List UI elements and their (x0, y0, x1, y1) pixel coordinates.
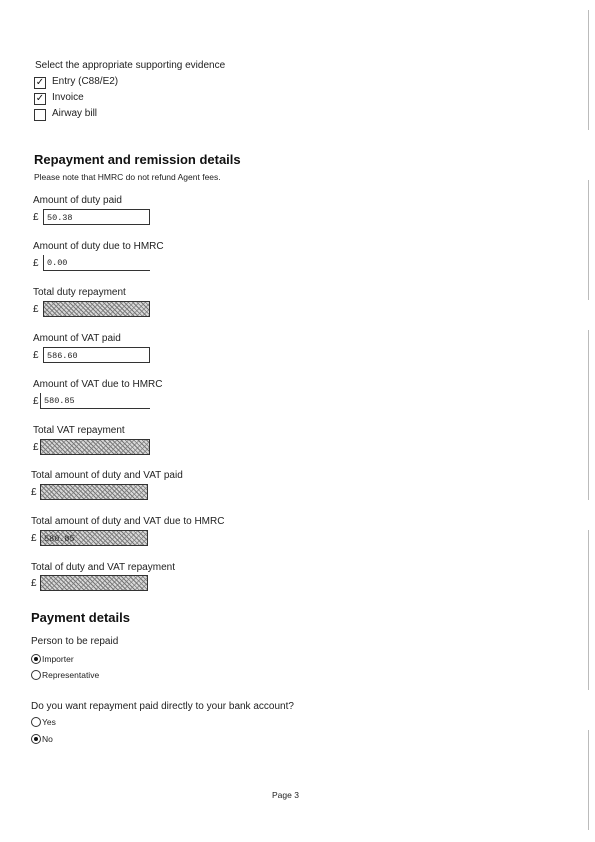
total-due-label: Total amount of duty and VAT due to HMRC (31, 516, 225, 527)
evidence-prompt: Select the appropriate supporting evidence (35, 60, 226, 71)
representative-label: Representative (42, 670, 100, 680)
scan-edge (588, 10, 589, 130)
agent-fees-note: Please note that HMRC do not refund Agent fees. (34, 172, 221, 182)
vat-repayment-input (40, 439, 150, 455)
bank-prompt: Do you want repayment paid directly to your bank account? (31, 701, 294, 712)
invoice-checkbox[interactable]: ✓ (35, 93, 45, 104)
airway-bill-checkbox[interactable] (34, 109, 46, 121)
vat-repayment-label: Total VAT repayment (33, 425, 125, 436)
currency-symbol: £ (33, 212, 39, 223)
currency-symbol: £ (33, 442, 39, 453)
bank-yes-label: Yes (42, 717, 56, 727)
total-repayment-input (40, 575, 148, 591)
scan-edge (588, 730, 589, 830)
importer-label: Importer (42, 654, 74, 664)
vat-due-label: Amount of VAT due to HMRC (33, 379, 163, 390)
scan-edge (588, 180, 589, 300)
payment-heading: Payment details (31, 610, 130, 625)
page-number: Page 3 (272, 790, 299, 800)
duty-repayment-label: Total duty repayment (33, 287, 126, 298)
total-due-input: 580.85 (40, 530, 148, 546)
duty-paid-label: Amount of duty paid (33, 195, 122, 206)
bank-no-radio[interactable] (31, 734, 41, 744)
bank-no-label: No (42, 734, 53, 744)
person-prompt: Person to be repaid (31, 636, 119, 647)
duty-repayment-input (43, 301, 150, 317)
scan-edge (588, 330, 589, 500)
vat-due-input[interactable]: 580.85 (40, 393, 150, 409)
duty-due-label: Amount of duty due to HMRC (33, 241, 164, 252)
currency-symbol: £ (31, 578, 37, 589)
repayment-heading: Repayment and remission details (34, 152, 241, 167)
entry-label: Entry (C88/E2) (52, 76, 119, 87)
duty-paid-input[interactable]: 50.38 (43, 209, 150, 225)
currency-symbol: £ (31, 487, 37, 498)
currency-symbol: £ (33, 304, 39, 315)
currency-symbol: £ (31, 533, 37, 544)
currency-symbol: £ (33, 258, 39, 269)
airway-bill-label: Airway bill (52, 108, 98, 119)
importer-radio[interactable] (31, 654, 41, 664)
vat-paid-input[interactable]: 586.60 (43, 347, 150, 363)
duty-due-input[interactable]: 0.00 (43, 255, 150, 271)
invoice-label: Invoice (52, 92, 84, 103)
vat-paid-label: Amount of VAT paid (33, 333, 121, 344)
representative-radio[interactable] (31, 670, 41, 680)
currency-symbol: £ (33, 396, 39, 407)
currency-symbol: £ (33, 350, 39, 361)
total-paid-input (40, 484, 148, 500)
entry-checkbox[interactable]: ✓ (35, 77, 45, 88)
total-paid-label: Total amount of duty and VAT paid (31, 470, 183, 481)
total-repayment-label: Total of duty and VAT repayment (31, 562, 175, 573)
scan-edge (588, 530, 589, 690)
bank-yes-radio[interactable] (31, 717, 41, 727)
